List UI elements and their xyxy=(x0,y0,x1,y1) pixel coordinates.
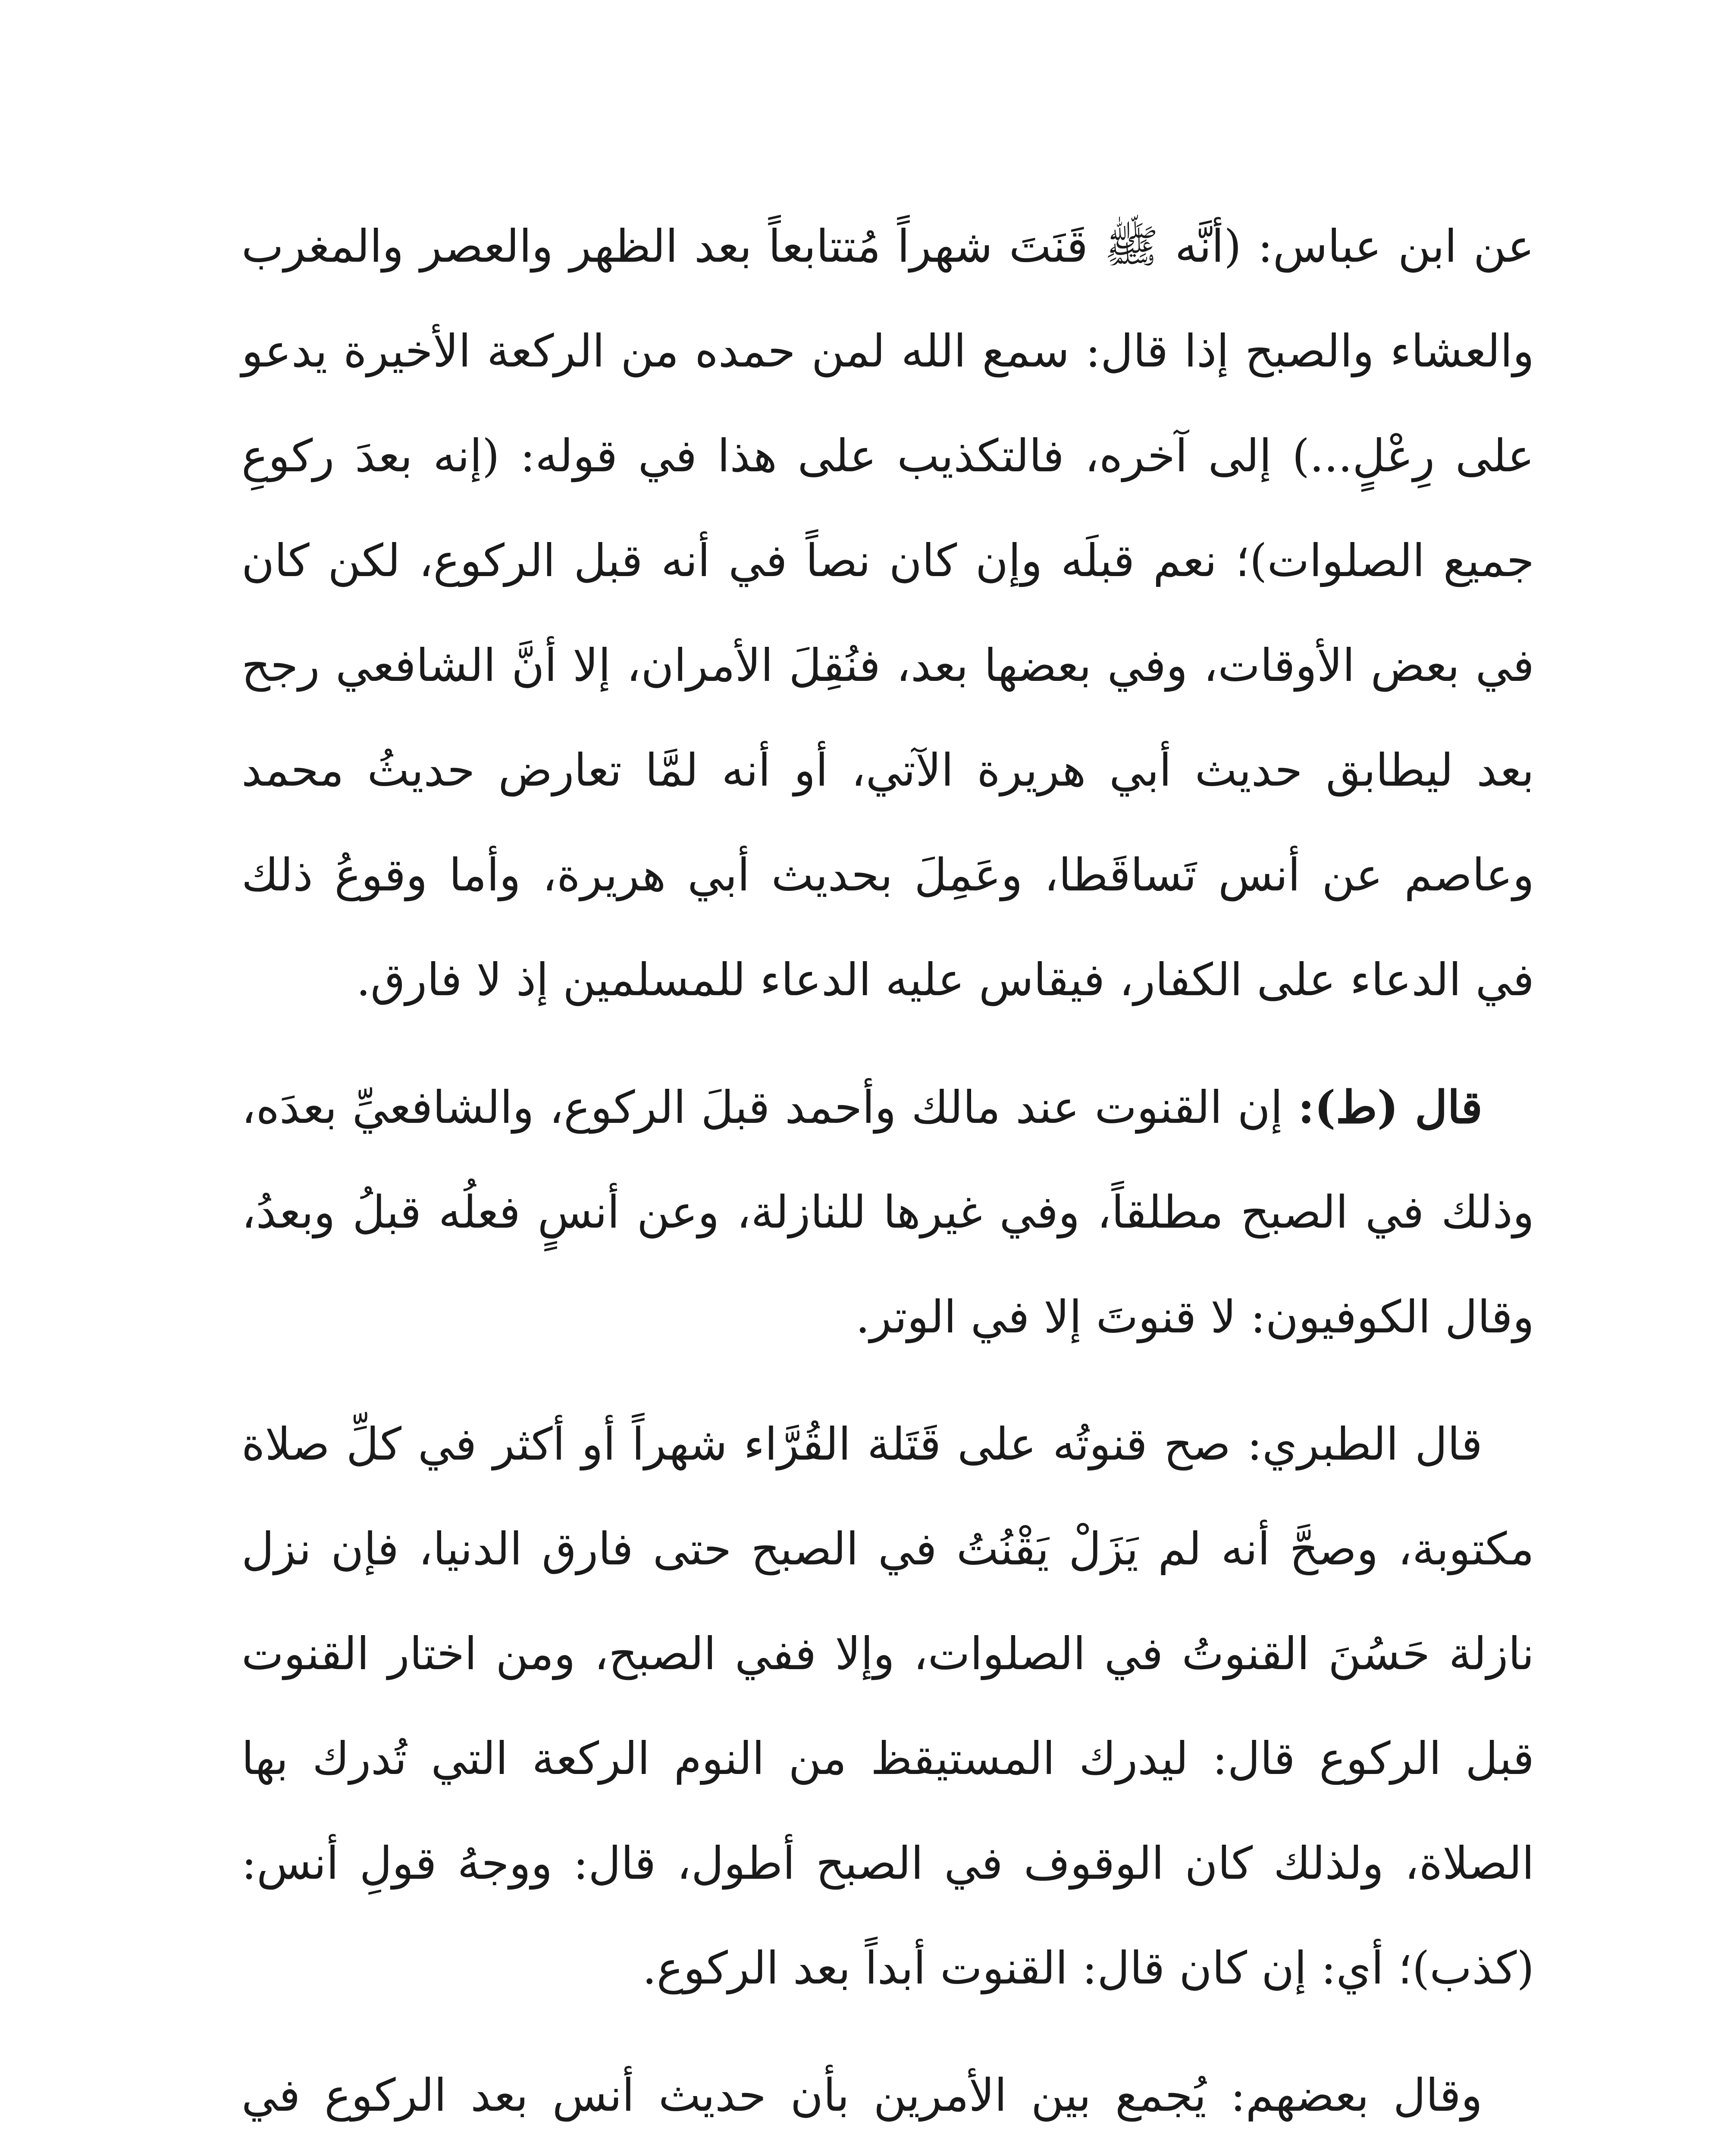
paragraph-4 xyxy=(241,2043,1534,2156)
paragraph-2 xyxy=(241,1055,1534,1369)
paragraph-2-text: إن القنوت عند مالك وأحمد قبلَ الركوع، والشافعيِّ بعدَه، وذلك في الصبح مطلقاً، وفي غيرها للنازلة، وعن أنسٍ فعلُه قبلُ وبعدُ، وقال الكوفيون: لا قنوتَ إلا في الوتر. xyxy=(241,1081,1534,1343)
body-text xyxy=(241,194,1534,2156)
paragraph-1-text: عن ابن عباس: (أنَّه ﷺ قَنَتَ شهراً مُتتابعاً بعد الظهر والعصر والمغرب والعشاء والصبح إذا قال: سمع الله لمن حمده من الركعة الأخيرة يدعو على رِعْلٍ...) إلى آخره، فالتكذيب على هذا في قوله: (إنه بعدَ ركوعِ جميع الصلوات)؛ نعم قبلَه وإن كان نصاً في أنه قبل الركوع، لكن كان في بعض الأوقات، وفي بعضها بعد، فنُقِلَ الأمران، إلا أنَّ الشافعي رجح بعد ليطابق حديث أبي هريرة الآتي، أو أنه لمَّا تعارض حديثُ محمد وعاصم عن أنس تَساقَطا، وعَمِلَ بحديث أبي هريرة، وأما وقوعُ ذلك في الدعاء على الكفار، فيقاس عليه الدعاء للمسلمين إذ لا فارق. xyxy=(241,220,1534,1006)
paragraph-2-lead: قال (ط): xyxy=(1298,1081,1483,1134)
paragraph-3-text: قال الطبري: صح قنوتُه على قَتَلة القُرَّاء شهراً أو أكثر في كلِّ صلاة مكتوبة، وصحَّ أنه لم يَزَلْ يَقْنُتُ في الصبح حتى فارق الدنيا، فإن نزل نازلة حَسُنَ القنوتُ في الصلوات، وإلا ففي الصبح، ومن اختار القنوت قبل الركوع قال: ليدرك المستيقظ من النوم الركعة التي تُدرك بها الصلاة، ولذلك كان الوقوف في الصبح أطول، قال: ووجهُ قولِ أنس: (كذب)؛ أي: إن كان قال: القنوت أبداً بعد الركوع. xyxy=(241,1418,1534,1994)
paragraph-3 xyxy=(241,1392,1534,2021)
paragraph-4-text: وقال بعضهم: يُجمع بين الأمرين بأن حديث أنس بعد الركوع في xyxy=(241,2069,1483,2122)
paragraph-1 xyxy=(241,194,1534,1032)
